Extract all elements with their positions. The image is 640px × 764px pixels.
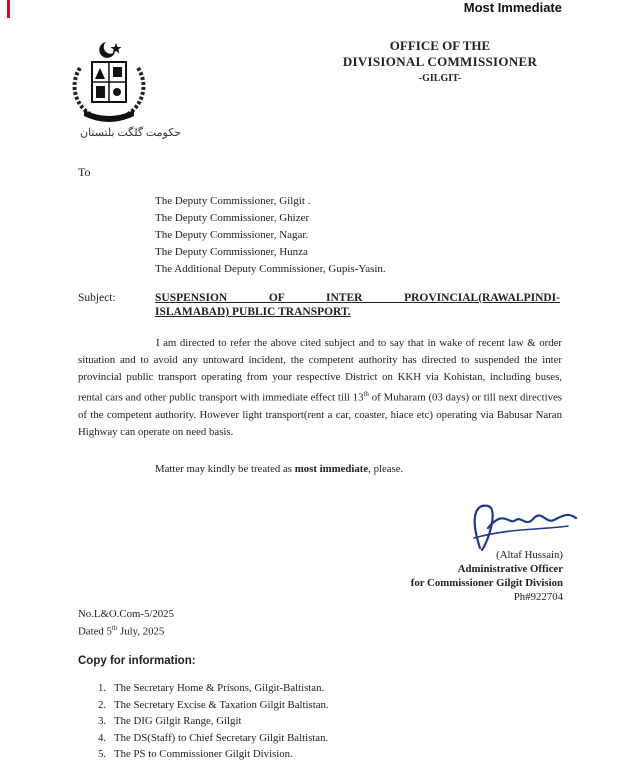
closing-post: , please. bbox=[368, 463, 404, 475]
logo-caption: حکومت گلگت بلتستان bbox=[80, 127, 182, 139]
government-crest-icon bbox=[68, 38, 150, 124]
subject-line-1: SUSPENSION OF INTER PROVINCIAL(RAWALPINDI- bbox=[155, 292, 560, 304]
office-heading bbox=[320, 38, 560, 87]
addressee-list bbox=[155, 193, 386, 278]
office-line-2: DIVISIONAL COMMISSIONER bbox=[342, 54, 538, 69]
list-item: 1. The Secretary Home & Prisons, Gilgit-Baltistan. bbox=[98, 682, 325, 694]
signatory-title: Administrative Officer bbox=[457, 563, 563, 575]
addressee-item: The Deputy Commissioner, Nagar. bbox=[155, 229, 309, 241]
closing-pre: Matter may kindly be treated as bbox=[155, 463, 295, 475]
addressee-item: The Deputy Commissioner, Ghizer bbox=[155, 212, 310, 224]
reference-date: Dated 5th July, 2025 bbox=[78, 624, 165, 638]
copy-heading: Copy for information: bbox=[78, 655, 196, 667]
body-superscript: th bbox=[363, 390, 369, 398]
signatory-phone: Ph#922704 bbox=[513, 591, 563, 603]
reference-block bbox=[78, 607, 174, 639]
addressee-item: The Deputy Commissioner, Hunza bbox=[155, 246, 308, 258]
body-text-part-1: I am directed to refer the above cited subject and to say that in wake of recent law & order situation and to avoid any untoward incident, the competent authority has directed to suspended the inter provincial public transport operating from your respective District on KKH via Kohistan, including buses, rental cars and other public transport with immediate effect till 13 bbox=[78, 337, 562, 404]
copy-list bbox=[98, 680, 329, 763]
closing-line bbox=[155, 463, 403, 475]
addressee-item: The Additional Deputy Commissioner, Gupis-Yasin. bbox=[155, 263, 386, 275]
office-line-3: -GILGIT- bbox=[418, 73, 462, 84]
priority-label: Most Immediate bbox=[463, 0, 562, 15]
closing-emphasis: most immediate bbox=[294, 463, 369, 475]
addressee-item: The Deputy Commissioner, Gilgit . bbox=[155, 195, 311, 207]
body-text-part-2: of Muharam (03 days) or till next directives of the competent authority. However light transport(rent a car, coaster, hiace etc) operating via Babusar Naran Highway can operate on need basis. bbox=[78, 391, 562, 438]
signatory-office: for Commissioner Gilgit Division bbox=[410, 577, 563, 589]
reference-number: No.L&O.Com-5/2025 bbox=[78, 608, 174, 620]
office-line-1: OFFICE OF THE bbox=[389, 38, 491, 53]
list-item: 2. The Secretary Excise & Taxation Gilgit Baltistan. bbox=[98, 698, 329, 711]
red-marker-bar bbox=[7, 0, 10, 18]
list-item: 5. The PS to Commissioner Gilgit Division. bbox=[98, 748, 293, 760]
subject-line-2: ISLAMABAD) PUBLIC TRANSPORT. bbox=[155, 306, 351, 318]
body-paragraph bbox=[78, 335, 562, 441]
signatory-name: (Altaf Hussain) bbox=[496, 549, 563, 561]
subject-label: Subject: bbox=[78, 292, 116, 304]
list-item: 4. The DS(Staff) to Chief Secretary Gilgit Baltistan. bbox=[98, 731, 329, 744]
to-label: To bbox=[78, 165, 91, 179]
signature-block bbox=[380, 548, 563, 604]
list-item: 3. The DIG Gilgit Range, Gilgit bbox=[98, 715, 242, 727]
